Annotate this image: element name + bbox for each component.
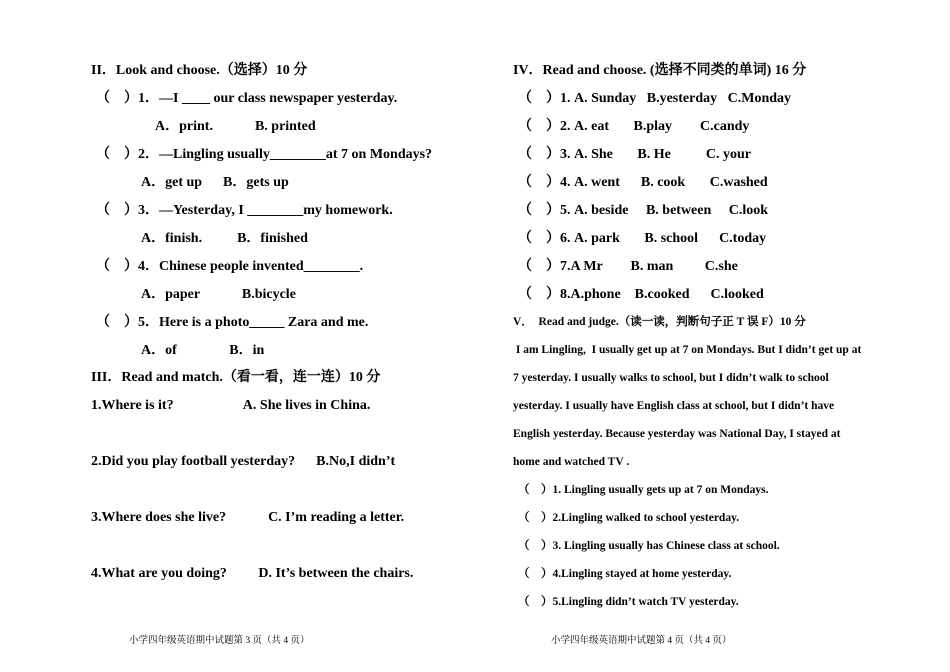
question-2-5-options: A．of B．in [141, 343, 265, 358]
judge-item-3: （ ）3. Lingling usually has Chinese class at school. [518, 540, 780, 552]
question-2-2: （ ）2．—Lingling usually________at 7 on Mondays? [96, 147, 433, 162]
section-4-title: IV．Read and choose. (选择不同类的单词) 16 分 [513, 63, 807, 78]
match-row-1: 1.Where is it? A. She lives in China. [91, 398, 371, 413]
match-row-3: 3.Where does she live? C. I’m reading a letter. [91, 510, 405, 525]
page-footer-right: 小学四年级英语期中试题第 4 页（共 4 页） [551, 636, 732, 646]
passage-line-5: home and watched TV . [513, 456, 630, 468]
page-footer-left: 小学四年级英语期中试题第 3 页（共 4 页） [129, 636, 310, 646]
choose-item-2: （ ）2. A. eat B.play C.candy [518, 119, 750, 134]
passage-line-4: English yesterday. Because yesterday was National Day, I stayed at [513, 428, 841, 440]
choose-item-8: （ ）8.A.phone B.cooked C.looked [518, 287, 764, 302]
choose-item-4: （ ）4. A. went B. cook C.washed [518, 175, 768, 190]
question-2-4: （ ）4．Chinese people invented________. [96, 259, 364, 274]
choose-item-1: （ ）1. A. Sunday B.yesterday C.Monday [518, 91, 792, 106]
judge-item-1: （ ）1. Lingling usually gets up at 7 on Mondays. [518, 484, 769, 496]
section-2-title: II．Look and choose.（选择）10 分 [91, 63, 308, 78]
question-2-5: （ ）5．Here is a photo_____ Zara and me. [96, 315, 369, 330]
judge-item-2: （ ）2.Lingling walked to school yesterday. [518, 512, 740, 524]
passage-line-2: 7 yesterday. I usually walks to school, but I didn’t walk to school [513, 372, 829, 384]
question-2-4-options: A．paper B.bicycle [141, 287, 296, 302]
passage-line-3: yesterday. I usually have English class at school, but I didn’t have [513, 400, 835, 412]
question-2-1-options: A．print. B. printed [155, 119, 316, 134]
question-2-3-options: A．finish. B．finished [141, 231, 308, 246]
question-2-2-options: A．get up B．gets up [141, 175, 289, 190]
question-2-3: （ ）3．—Yesterday, I ________my homework. [96, 203, 393, 218]
passage-line-1: I am Lingling, I usually get up at 7 on Mondays. But I didn’t get up at [513, 344, 862, 356]
question-2-1: （ ）1．—I ____ our class newspaper yesterday. [96, 91, 398, 106]
choose-item-3: （ ）3. A. She B. He C. your [518, 147, 751, 162]
judge-item-4: （ ）4.Lingling stayed at home yesterday. [518, 568, 732, 580]
match-row-4: 4.What are you doing? D. It’s between the chairs. [91, 566, 414, 581]
match-row-2: 2.Did you play football yesterday? B.No,I didn’t [91, 454, 396, 469]
judge-item-5: （ ）5.Lingling didn’t watch TV yesterday. [518, 596, 739, 608]
choose-item-7: （ ）7.A Mr B. man C.she [518, 259, 738, 274]
choose-item-5: （ ）5. A. beside B. between C.look [518, 203, 769, 218]
section-5-title: V． Read and judge.（读一读，判断句子正 T 误 F）10 分 [513, 316, 806, 328]
choose-item-6: （ ）6. A. park B. school C.today [518, 231, 767, 246]
section-3-title: III．Read and match.（看一看，连一连）10 分 [91, 370, 381, 385]
